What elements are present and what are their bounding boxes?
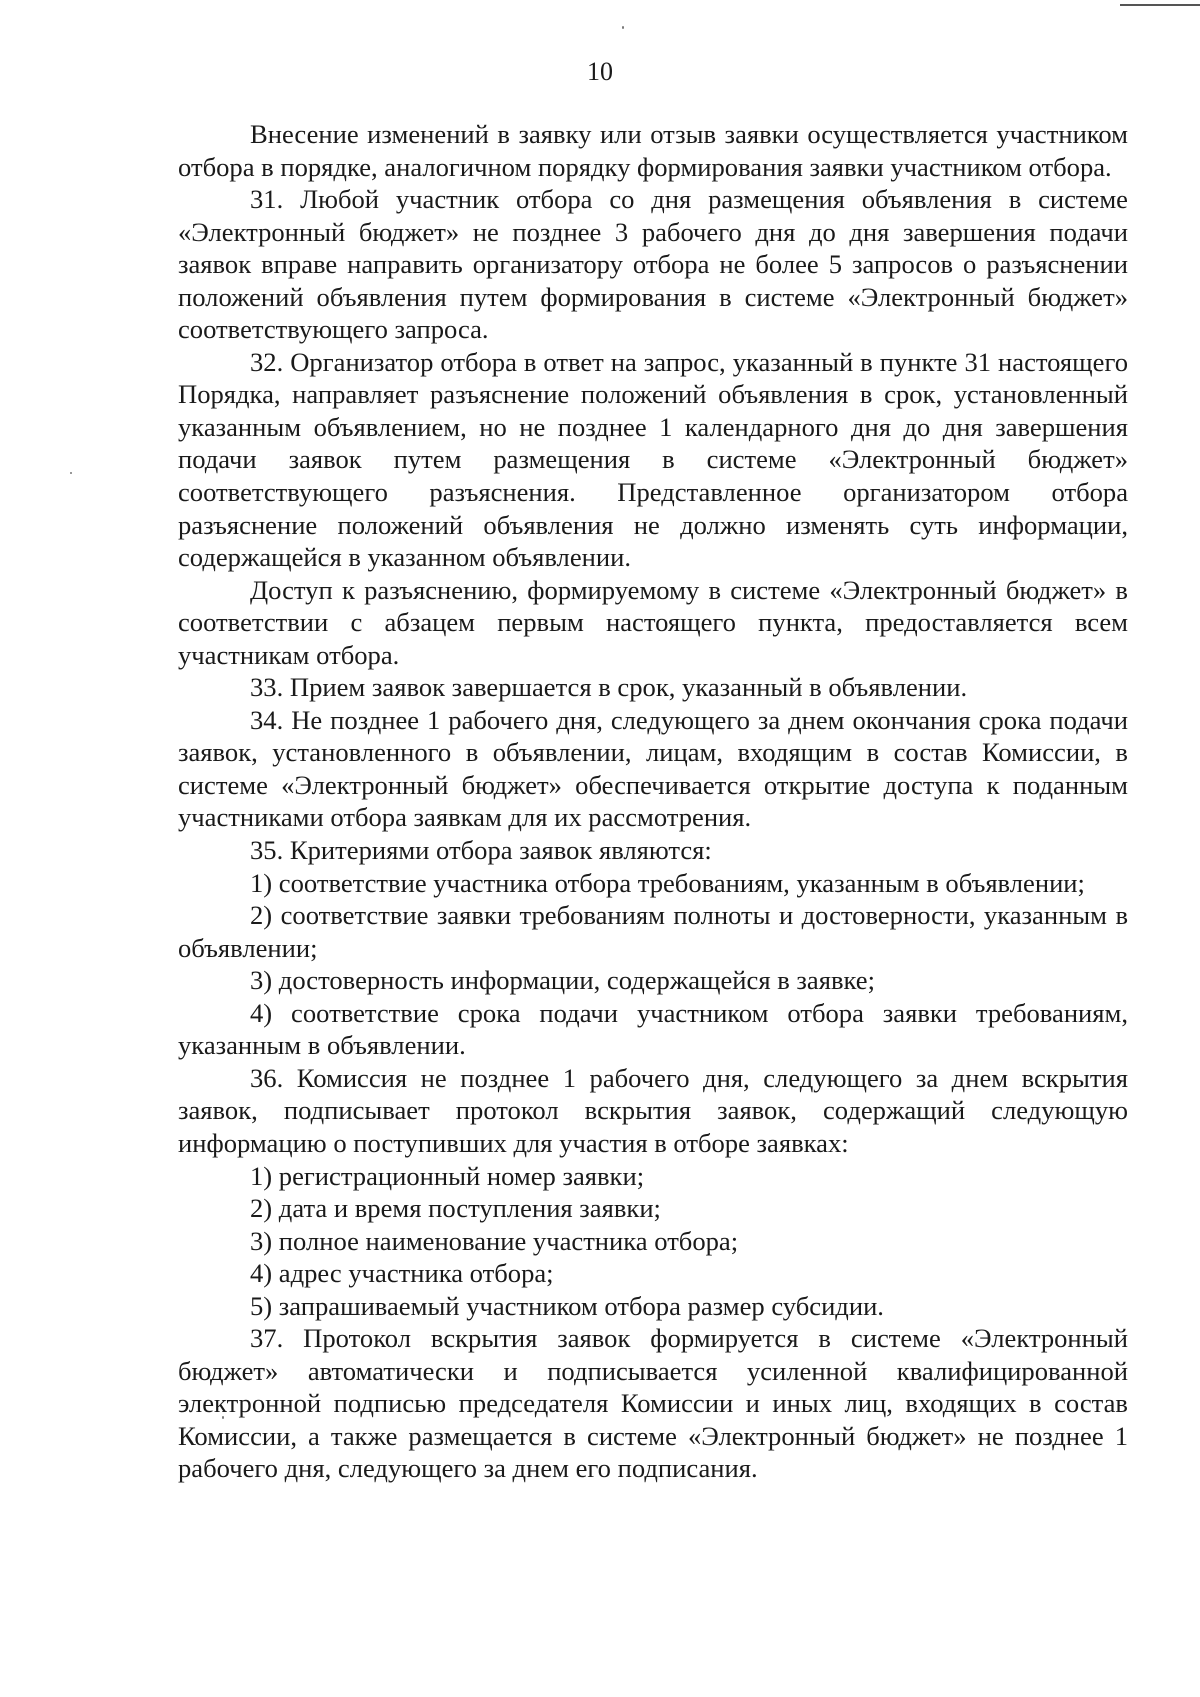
paragraph: 37. Протокол вскрытия заявок формируется в системе «Электронный бюджет» автоматически и подписывается усиленной квалифицированной электронной подписью председателя Комиссии и иных лиц, входящих в состав Комиссии, а также размещается в системе «Электронный бюджет» не позднее 1 рабочего дня, следующего за днем его подписания. — [178, 1323, 1128, 1484]
paragraph: 34. Не позднее 1 рабочего дня, следующего за днем окончания срока подачи заявок, установленного в объявлении, лицам, входящим в состав Комиссии, в системе «Электронный бюджет» обеспечивается открытие доступа к поданным участниками отбора заявкам для их рассмотрения. — [178, 704, 1128, 833]
paragraph: Доступ к разъяснению, формируемому в системе «Электронный бюджет» в соответствии с абзацем первым настоящего пункта, предоставляется всем участникам отбора. — [178, 574, 1128, 670]
scan-edge-rule — [1120, 4, 1200, 6]
scan-speck — [622, 26, 624, 29]
paragraph: Внесение изменений в заявку или отзыв заявки осуществляется участником отбора в порядке, аналогичном порядку формирования заявки участником отбора. — [178, 119, 1128, 182]
list-item: 3) достоверность информации, содержащейся в заявке; — [250, 965, 875, 996]
page-number: 10 — [587, 57, 613, 86]
scan-speck — [70, 472, 72, 474]
list-item: 4) соответствие срока подачи участником отбора заявки требованиям, указанным в объявлении. — [178, 997, 1128, 1061]
list-item: 3) полное наименование участника отбора; — [250, 1225, 739, 1256]
paragraph: 33. Прием заявок завершается в срок, указанный в объявлении. — [250, 672, 968, 703]
paragraph: 35. Критериями отбора заявок являются: — [250, 835, 712, 866]
list-item: 4) адрес участника отбора; — [250, 1258, 554, 1289]
list-item: 2) соответствие заявки требованиям полноты и достоверности, указанным в объявлении; — [178, 900, 1128, 963]
paragraph: 31. Любой участник отбора со дня размещения объявления в системе «Электронный бюджет» не позднее 3 рабочего дня до дня завершения подачи заявок вправе направить организатору отбора не более 5 запросов о разъяснении положений объявления путем формирования в системе «Электронный бюджет» соответствующего запроса. — [178, 184, 1128, 345]
list-item: 1) регистрационный номер заявки; — [250, 1160, 645, 1191]
paragraph: 36. Комиссия не позднее 1 рабочего дня, следующего за днем вскрытия заявок, подписывает протокол вскрытия заявок, содержащий следующую информацию о поступивших для участия в отборе заявках: — [178, 1062, 1128, 1158]
list-item: 2) дата и время поступления заявки; — [250, 1193, 661, 1224]
paragraph: 32. Организатор отбора в ответ на запрос, указанный в пункте 31 настоящего Порядка, направляет разъяснение положений объявления в срок, установленный указанным объявлением, но не позднее 1 календарного дня до дня завершения подачи заявок путем размещения в системе «Электронный бюджет» соответствующего разъяснения. Представленное организатором отбора разъяснение положений объявления не должно изменять суть информации, содержащейся в указанном объявлении. — [178, 346, 1128, 573]
document-body — [178, 118, 1128, 1485]
list-item: 1) соответствие участника отбора требованиям, указанным в объявлении; — [250, 867, 1085, 898]
list-item: 5) запрашиваемый участником отбора размер субсидии. — [250, 1290, 884, 1321]
